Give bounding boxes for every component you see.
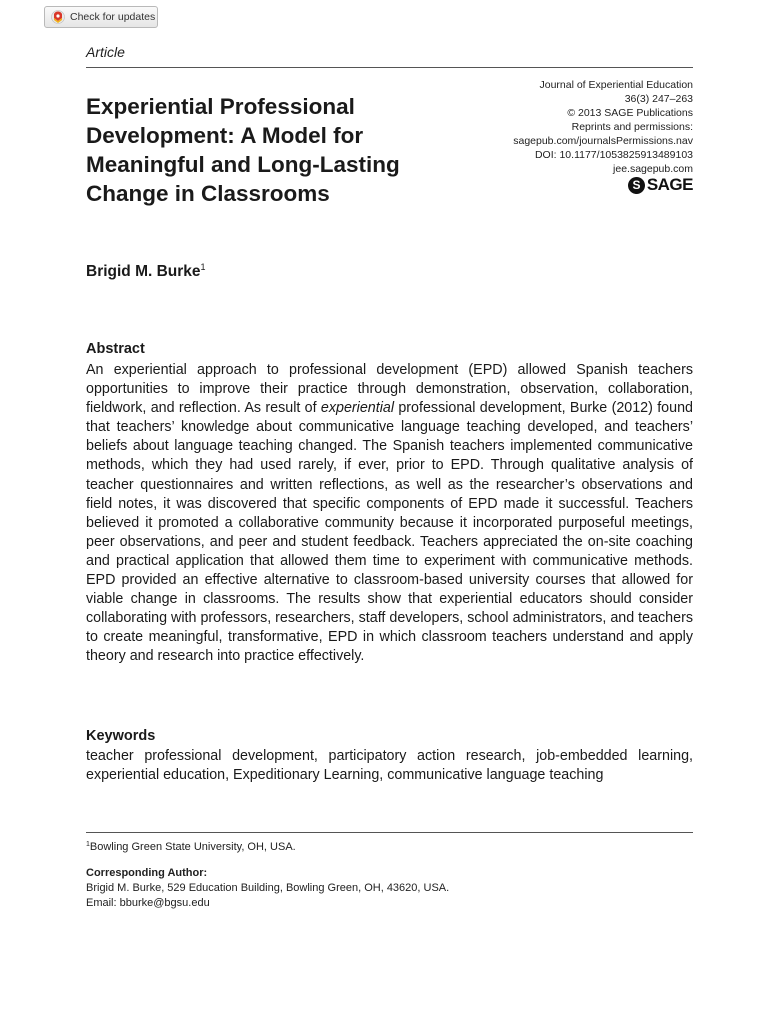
journal-name: Journal of Experiential Education xyxy=(539,79,693,91)
abstract-text-part-2: professional development, Burke (2012) found that teachers’ knowledge about communicative language teaching developed, and teachers’ beliefs about language teaching changed. The Spanish teachers implemented communicative methods, which they had used rarely, if ever, prior to EPD. Through qualitative analysis of teacher questionnaires and written reflections, as well as the researcher’s observations and field notes, it was discovered that specific components of EPD made it successful. Teachers believed it promoted a collaborative community because it incorporated purposeful meetings, peer observations, and peer and student feedback. Teachers appreciated the on-site coaching and practical application that allowed them time to experiment with communicative methods. EPD provided an effective alternative to classroom-based university courses that allowed for viable change in classrooms. The results show that experiential educators should consider collaborating with professors, researchers, staff developers, school administrators, and teachers to create meaningful, transformative, EPD in which classroom teachers understand and apply theory and research into practice effectively. xyxy=(86,400,693,665)
author-affiliation-mark: 1 xyxy=(200,262,206,272)
check-for-updates-label: Check for updates xyxy=(70,11,156,23)
keywords-body: teacher professional development, participatory action research, job-embedded learning, experiential education, Expeditionary Learning, communicative language teaching xyxy=(86,748,693,784)
abstract-text-part-1: An experiential approach to professional development (EPD) allowed Spanish teachers opportunities to improve their practice through demonstration, observation, collaboration, fieldwork, and reflection. As result of xyxy=(86,362,693,417)
corresponding-author-block xyxy=(86,866,449,911)
sage-s-icon: S xyxy=(628,177,645,194)
abstract-heading: Abstract xyxy=(86,341,145,357)
journal-reprints: Reprints and permissions: xyxy=(571,121,693,133)
sage-logo-text: SAGE xyxy=(646,175,693,194)
affiliation-text: Bowling Green State University, OH, USA. xyxy=(89,841,296,853)
header-rule xyxy=(86,67,693,68)
author-name xyxy=(86,262,206,281)
abstract-body xyxy=(86,361,693,667)
sage-logo xyxy=(628,175,693,195)
journal-copyright: © 2013 SAGE Publications xyxy=(567,107,693,119)
journal-volume: 36(3) 247–263 xyxy=(624,93,693,105)
article-title: Experiential Professional Development: A Model for Meaningful and Long-Lasting Change in Classrooms xyxy=(86,94,400,206)
check-for-updates-button[interactable] xyxy=(44,6,158,28)
journal-doi[interactable]: DOI: 10.1177/1053825913489103 xyxy=(534,149,693,161)
affiliation-footnote xyxy=(86,841,296,853)
corresponding-author-email[interactable]: Email: bburke@bgsu.edu xyxy=(86,897,210,909)
author-name-text: Brigid M. Burke xyxy=(86,263,201,280)
check-for-updates-icon xyxy=(51,10,65,24)
corresponding-author-heading: Corresponding Author: xyxy=(86,867,208,879)
journal-site-link[interactable]: jee.sagepub.com xyxy=(613,163,693,175)
article-type-label: Article xyxy=(86,44,125,60)
keywords-heading: Keywords xyxy=(86,728,156,744)
footnote-rule xyxy=(86,832,693,833)
affiliation-mark: 1 xyxy=(86,841,90,848)
journal-info xyxy=(513,78,693,176)
corresponding-author-address: Brigid M. Burke, 529 Education Building, Bowling Green, OH, 43620, USA. xyxy=(86,882,450,894)
abstract-italic-term: experiential xyxy=(320,400,395,417)
journal-reprints-link[interactable]: sagepub.com/journalsPermissions.nav xyxy=(513,135,693,147)
